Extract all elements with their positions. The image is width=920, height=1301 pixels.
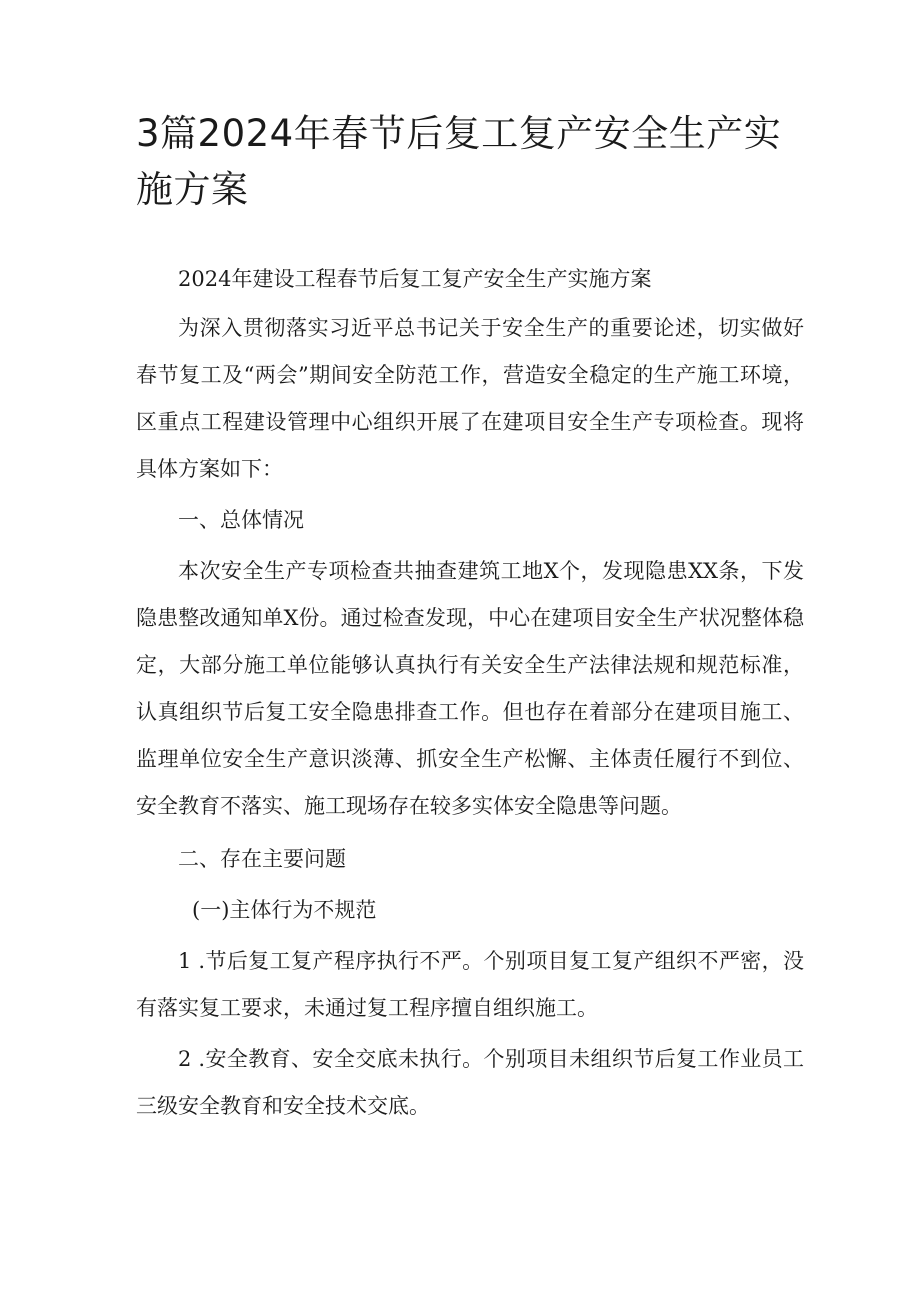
section-heading-problems: 二、存在主要问题 bbox=[178, 847, 346, 871]
overview-paragraph: 本次安全生产专项检查共抽查建筑工地X个，发现隐患XX条，下发隐患整改通知单X份。通过检查发现，中心在建项目安全生产状况整体稳定，大部分施工单位能够认真执行有关安全生产法律法规和规范标准，认真组织节后复工安全隐患排查工作。但也存在着部分在建项目施工、监理单位安全生产意识淡薄、抓安全生产松懈、主体责任履行不到位、安全教育不落实、施工现场存在较多实体安全隐患等问题。 bbox=[136, 559, 804, 818]
document-title: 3篇2024年春节后复工复产安全生产实施方案 bbox=[136, 112, 782, 211]
document-subtitle: 2024年建设工程春节后复工复产安全生产实施方案 bbox=[178, 267, 652, 291]
problem-item-1: 1 .节后复工复产程序执行不严。个别项目复工复产组织不严密，没有落实复工要求，未通过复工程序擅自组织施工。 bbox=[136, 949, 804, 1020]
problem-item-2: 2 .安全教育、安全交底未执行。个别项目未组织节后复工作业员工三级安全教育和安全技术交底。 bbox=[136, 1047, 804, 1118]
section-heading-overview: 一、总体情况 bbox=[178, 508, 304, 532]
intro-paragraph: 为深入贯彻落实习近平总书记关于安全生产的重要论述，切实做好春节复工及“两会”期间安全防范工作，营造安全稳定的生产施工环境，区重点工程建设管理中心组织开展了在建项目安全生产专项检查。现将具体方案如下： bbox=[136, 316, 804, 481]
subsection-heading-behavior: (一)主体行为不规范 bbox=[192, 898, 377, 922]
document-body bbox=[136, 256, 804, 1130]
